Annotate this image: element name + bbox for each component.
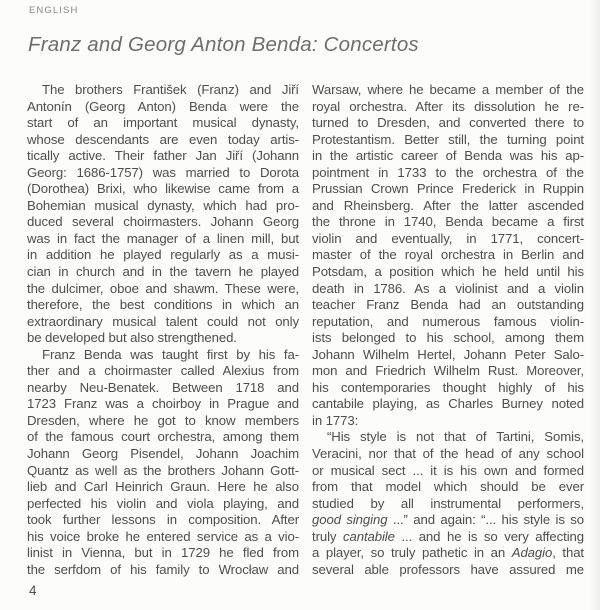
text-line: took further lessons in composition. After: [27, 512, 299, 528]
text-line: was in fact the manager of a linen mill, but: [27, 230, 299, 246]
text-line: (Dorothea) Brixi, who likewise came from a: [27, 181, 299, 197]
text-line: perfected his violin and viola playing, and: [27, 495, 299, 511]
text-line: his contemporaries thought highly of his: [312, 379, 584, 395]
text-line: be developed but also strengthened.: [27, 330, 237, 346]
text-line: Franz Benda was taught first by his fa-: [42, 346, 299, 362]
text-line: Georg: 1686-1757) was married to Dorota: [27, 164, 299, 180]
text-column-right: [312, 82, 584, 578]
text-line: death in 1786. As a violinist and a violin: [312, 280, 584, 296]
text-line: linist in Vienna, but in 1729 he fled from: [27, 545, 299, 561]
text-line: pointment in 1733 to the orchestra of the: [312, 164, 584, 180]
text-line: a player, so truly pathetic in an Adagio, that: [312, 545, 584, 561]
text-line: Bohemian musical dynasty, which had pro-: [27, 197, 299, 213]
text-line: royal orchestra. After its dissolution he re-: [312, 98, 584, 114]
text-line: Johann Wilhelm Hertel, Johann Peter Salo-: [312, 346, 584, 362]
text-line: Warsaw, where he became a member of the: [312, 82, 584, 97]
article-body: [27, 82, 584, 578]
text-line: nearby Neu-Benatek. Between 1718 and: [27, 379, 299, 395]
text-line: the serfdom of his family to Wrocław and: [27, 561, 299, 577]
text-line: Prussian Crown Prince Frederick in Ruppin: [312, 181, 584, 197]
text-line: in addition he played regularly as a musi-: [27, 247, 299, 263]
text-line: ther and a choirmaster called Alexius from: [27, 363, 299, 379]
text-line: of the famous court orchestra, among them: [27, 429, 299, 445]
text-line: violin and eventually, in 1771, concert-: [312, 230, 584, 246]
text-line: therefore, the best conditions in which an: [27, 297, 299, 313]
text-line: The brothers František (Franz) and Jiří: [42, 82, 299, 97]
text-line: reputation, and numerous famous violin-: [312, 313, 584, 329]
text-line: Quantz as well as the brothers Johann Gott-: [27, 462, 299, 478]
text-line: in the artistic career of Benda was his ap-: [312, 148, 584, 164]
text-line: Veracini, nor that of the head of any school: [312, 446, 584, 462]
text-line: or musical sect ... it is his own and formed: [312, 462, 584, 478]
text-line: 1723 Franz was a choirboy in Prague and: [27, 396, 299, 412]
text-line: several able professors have assured me: [312, 561, 584, 577]
text-line: Protestantism. Better still, the turning point: [312, 131, 584, 147]
text-line: tically active. Their father Jan Jiří (Johann: [27, 148, 299, 164]
text-line: in 1773:: [312, 412, 359, 428]
text-line: master of the royal orchestra in Berlin and: [312, 247, 584, 263]
text-line: Potsdam, a position which he held until his: [312, 264, 584, 280]
text-line: good singing ...” and again: “... his style is so: [312, 512, 584, 528]
text-line: whose descendants are even today artis-: [27, 131, 299, 147]
text-line: start of an important musical dynasty,: [27, 115, 299, 131]
text-line: teacher Franz Benda had an outstanding: [312, 297, 584, 313]
text-line: Johann Georg Pisendel, Johann Joachim: [27, 446, 299, 462]
text-line: and Rheinsberg. After the latter ascended: [312, 197, 584, 213]
text-line: studied by all instrumental performers,: [312, 495, 584, 511]
text-line: Dresden, where he got to know members: [27, 412, 299, 428]
scan-edge-shadow: [590, 0, 600, 610]
text-line: lieb and Carl Heinrich Graun. Here he also: [27, 479, 299, 495]
language-label: ENGLISH: [29, 5, 79, 16]
page-number: 4: [29, 583, 37, 598]
text-line: Antonín (Georg Anton) Benda were the: [27, 98, 299, 114]
text-line: his voice broke he entered service as a vio-: [27, 528, 299, 544]
text-line: the dulcimer, oboe and shawm. These were,: [27, 280, 299, 296]
text-line: duced several choirmasters. Johann Georg: [27, 214, 299, 230]
page-title: Franz and Georg Anton Benda: Concertos: [28, 33, 419, 56]
text-line: cian in church and in the tavern he played: [27, 264, 299, 280]
text-line: “His style is not that of Tartini, Somis,: [327, 429, 584, 445]
text-line: the throne in 1740, Benda became a first: [312, 214, 584, 230]
text-line: extraordinary musical talent could not only: [27, 313, 299, 329]
text-line: ists belonged to his school, among them: [312, 330, 584, 346]
text-line: truly cantabile ... and he is so very affecting: [312, 528, 584, 544]
text-line: cantabile playing, as Charles Burney noted: [312, 396, 584, 412]
text-column-left: [27, 82, 299, 578]
text-line: from that model which should be ever: [312, 479, 584, 495]
text-line: mon and Friedrich Wilhelm Rust. Moreover,: [312, 363, 584, 379]
text-line: turned to Dresden, and converted there to: [312, 115, 584, 131]
